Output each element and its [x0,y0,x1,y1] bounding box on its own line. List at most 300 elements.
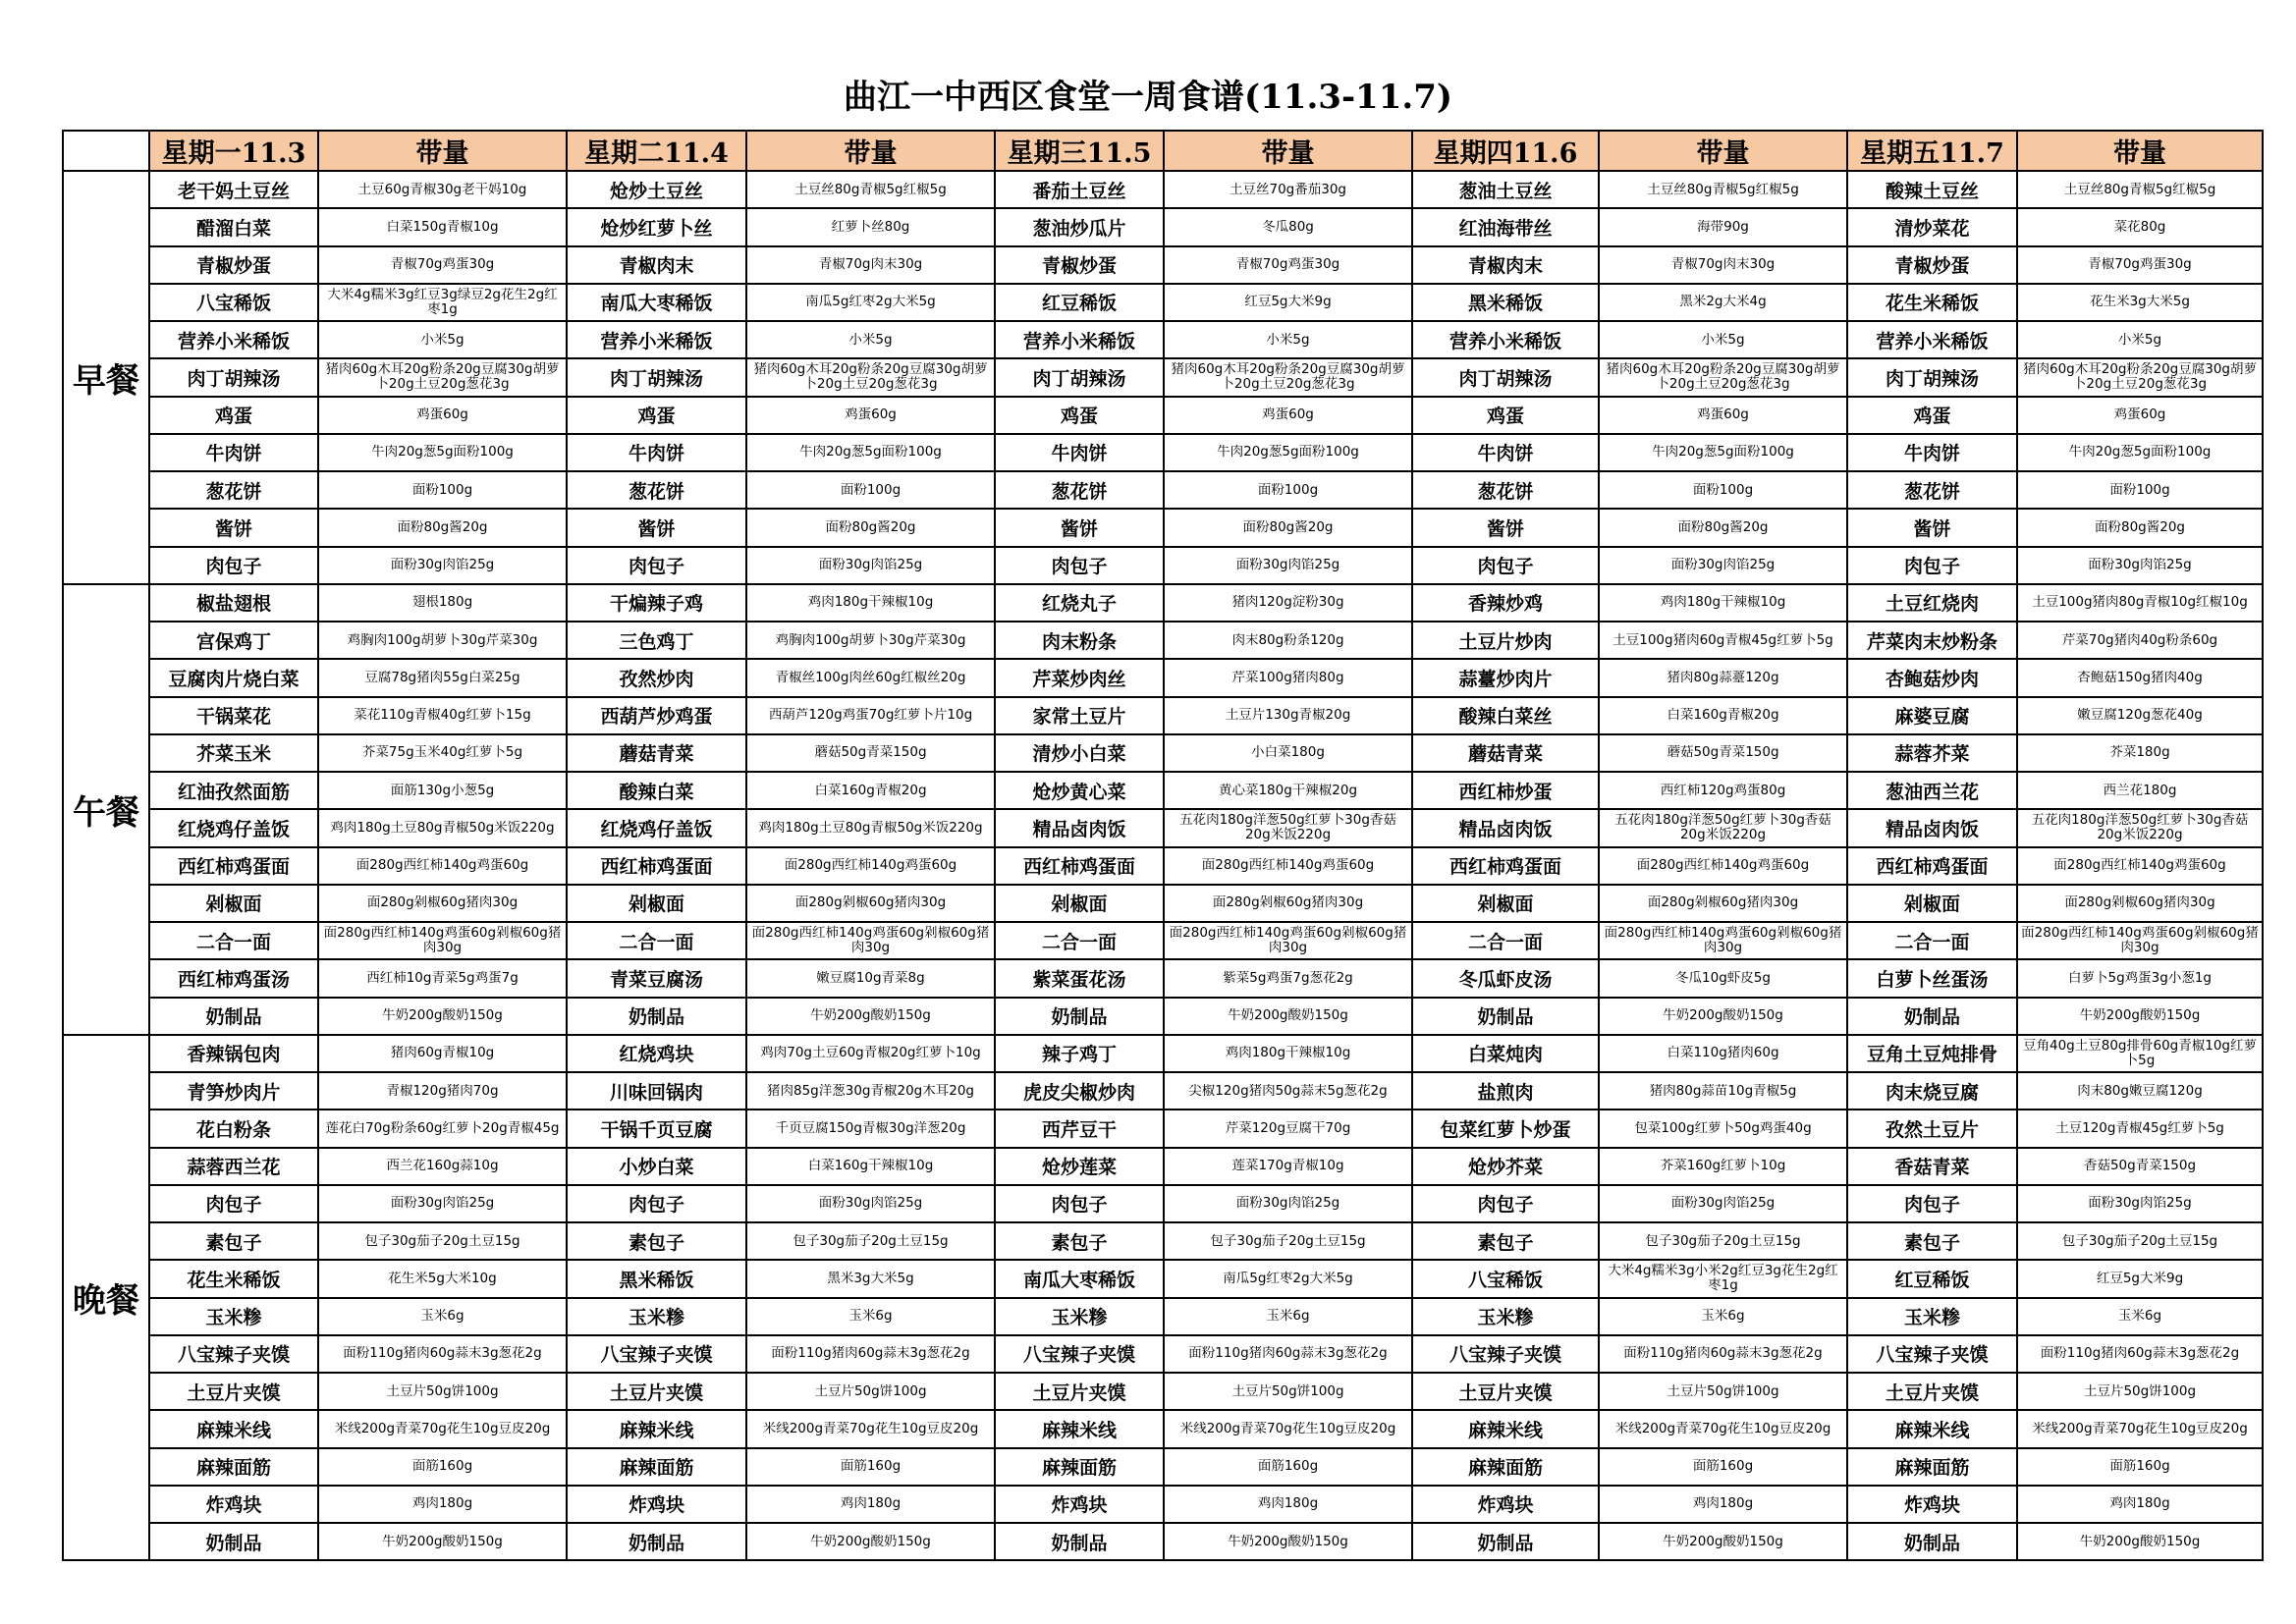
dish-amount [746,208,995,245]
dish-name: 花白粉条 [149,1110,318,1147]
dish-amount [746,1110,995,1147]
dish-amount [1599,1448,1847,1486]
dish-amount-text: 牛奶200g酸奶150g [810,1534,931,1549]
table-row [63,434,2263,471]
dish-name: 红烧鸡仔盖饭 [567,809,746,846]
dish-amount-text: 白萝卜5g鸡蛋3g小葱1g [2068,970,2212,986]
dish-amount [2017,1148,2263,1185]
dish-name: 肉末粉条 [995,622,1164,659]
dish-name: 营养小米稀饭 [149,321,318,358]
dish-name: 奶制品 [1847,1523,2017,1560]
dish-amount-text: 玉米6g [848,1309,893,1325]
dish-name: 红油孜然面筋 [149,772,318,809]
dish-name: 肉丁胡辣汤 [1412,358,1599,396]
dish-amount [2017,809,2263,846]
dish-amount-text: 包子30g茄子20g土豆15g [1210,1233,1366,1249]
dish-name: 蘑菇青菜 [567,734,746,772]
dish-amount-text: 红萝卜丝80g [831,219,910,235]
dish-amount-text: 面280g西红柿140g鸡蛋60g [784,858,957,874]
dish-amount-text: 面粉30g肉馅25g [390,1196,495,1212]
dish-name: 鸡蛋 [1847,397,2017,434]
dish-amount [746,584,995,622]
dish-amount [1164,1373,1412,1410]
dish-amount [1164,772,1412,809]
dish-amount [318,1148,567,1185]
dish-amount-text: 菜花80g [2113,219,2166,235]
dish-amount [318,1523,567,1560]
dish-name: 玉米糁 [995,1298,1164,1335]
dish-amount-text: 鸡肉180g土豆80g青椒50g米饭220g [330,820,555,836]
dish-amount-text: 红豆5g大米9g [2096,1271,2184,1286]
dish-amount [318,1335,567,1373]
dish-name: 豆角土豆炖排骨 [1847,1035,2017,1072]
dish-name: 炸鸡块 [995,1486,1164,1523]
dish-name: 土豆红烧肉 [1847,584,2017,622]
dish-name: 精品卤肉饭 [1412,809,1599,846]
dish-amount-text: 面粉100g [1257,482,1319,498]
dish-name: 川味回锅肉 [567,1072,746,1110]
dish-amount [1164,321,1412,358]
table-row [63,358,2263,396]
page-title: 曲江一中西区食堂一周食谱(11.3-11.7) [844,78,1452,117]
dish-name: 八宝辣子夹馍 [567,1335,746,1373]
dish-amount-text: 西红柿10g青菜5g鸡蛋7g [366,970,519,986]
table-row [63,1035,2263,1072]
dish-amount-text: 牛奶200g酸奶150g [1663,1008,1783,1024]
dish-name: 西红柿鸡蛋面 [995,847,1164,885]
dish-amount-text: 芹菜100g猪肉80g [1231,670,1344,685]
dish-amount-text: 尖椒120g猪肉50g蒜末5g葱花2g [1188,1083,1388,1099]
table-row [63,1448,2263,1486]
meal-label: 午餐 [63,584,149,1035]
dish-amount [1599,547,1847,584]
dish-amount-text: 面280g西红柿140g鸡蛋60g [1201,858,1375,874]
dish-name: 炸鸡块 [149,1486,318,1523]
dish-amount [746,1260,995,1297]
dish-name: 鸡蛋 [149,397,318,434]
dish-amount-text: 白菜160g干辣椒10g [807,1159,934,1174]
dish-amount-text: 翅根180g [411,595,473,611]
dish-amount [1164,584,1412,622]
dish-amount-text: 蘑菇50g青菜150g [814,745,927,761]
dish-amount-text: 面280g西红柿140g鸡蛋60g [1636,858,1810,874]
dish-amount [2017,1448,2263,1486]
dish-amount-text: 红豆5g大米9g [1244,295,1332,310]
dish-name: 素包子 [567,1222,746,1260]
dish-name: 土豆片夹馍 [149,1373,318,1410]
dish-name: 奶制品 [567,998,746,1035]
dish-name: 西红柿鸡蛋汤 [149,959,318,997]
dish-amount-text: 蘑菇50g青菜150g [1667,745,1779,761]
dish-name: 素包子 [1847,1222,2017,1260]
dish-amount [746,1486,995,1523]
dish-amount-text: 花生米3g大米5g [2090,295,2190,310]
dish-amount-text: 面280g西红柿140g鸡蛋60g剁椒60g猪肉30g [1604,926,1842,956]
dish-name: 肉包子 [995,547,1164,584]
dish-amount-text: 土豆片50g饼100g [2083,1383,2197,1399]
dish-amount [2017,847,2263,885]
dish-amount-text: 肉末80g嫩豆腐120g [2077,1083,2203,1099]
dish-name: 肉包子 [149,547,318,584]
dish-name: 香菇青菜 [1847,1148,2017,1185]
dish-amount-text: 米线200g青菜70g花生10g豆皮20g [2032,1421,2248,1436]
dish-amount [1599,434,1847,471]
dish-amount [1164,734,1412,772]
dish-name: 肉丁胡辣汤 [567,358,746,396]
table-row [63,547,2263,584]
dish-amount-text: 面筋160g [2109,1459,2170,1475]
table-row [63,1110,2263,1147]
dish-amount [1164,1072,1412,1110]
dish-amount [318,397,567,434]
dish-amount-text: 牛奶200g酸奶150g [382,1534,503,1549]
table-row [63,1373,2263,1410]
dish-name: 素包子 [149,1222,318,1260]
dish-amount-text: 南瓜5g红枣2g大米5g [1223,1271,1353,1286]
dish-name: 二合一面 [149,922,318,959]
dish-amount [2017,1222,2263,1260]
dish-amount [1164,246,1412,284]
dish-amount [1164,1486,1412,1523]
dish-amount-text: 包子30g茄子20g土豆15g [364,1233,520,1249]
dish-name: 奶制品 [149,998,318,1035]
dish-name: 奶制品 [995,998,1164,1035]
dish-amount-text: 面280g剁椒60g猪肉30g [794,895,947,911]
dish-amount [318,171,567,208]
dish-name: 酱饼 [1412,509,1599,546]
dish-name: 剁椒面 [567,885,746,922]
dish-amount-text: 豆角40g土豆80g排骨60g青椒10g红萝卜5g [2023,1038,2257,1068]
dish-amount [318,922,567,959]
dish-name: 酸辣白菜丝 [1412,697,1599,734]
dish-amount [1599,321,1847,358]
dish-name: 三色鸡丁 [567,622,746,659]
dish-amount [1599,809,1847,846]
dish-name: 肉包子 [1847,1185,2017,1222]
dish-name: 酱饼 [149,509,318,546]
dish-amount [1599,659,1847,696]
dish-amount-text: 玉米6g [1701,1309,1745,1325]
dish-name: 椒盐翅根 [149,584,318,622]
dish-name: 葱花饼 [995,471,1164,509]
dish-name: 红油海带丝 [1412,208,1599,245]
dish-name: 芥菜玉米 [149,734,318,772]
dish-name: 葱油西兰花 [1847,772,2017,809]
dish-amount [746,471,995,509]
header-row [63,131,2263,171]
dish-amount-text: 牛奶200g酸奶150g [382,1008,503,1024]
table-row [63,1148,2263,1185]
table-row [63,321,2263,358]
dish-amount [318,434,567,471]
dish-amount-text: 面280g西红柿140g鸡蛋60g剁椒60g猪肉30g [751,926,990,956]
dish-amount-text: 面筋160g [1257,1459,1319,1475]
dish-amount-text: 猪肉80g蒜苗10g青椒5g [1649,1083,1797,1099]
dish-amount [746,1298,995,1335]
dish-amount-text: 南瓜5g红枣2g大米5g [805,295,936,310]
dish-amount [1599,284,1847,321]
dish-amount-text: 鸡肉180g [840,1496,902,1512]
dish-amount [1599,1148,1847,1185]
dish-name: 营养小米稀饭 [1847,321,2017,358]
dish-amount-text: 芹菜120g豆腐干70g [1225,1120,1351,1136]
dish-amount-text: 芥菜75g玉米40g红萝卜5g [361,745,523,761]
dish-amount-text: 面280g西红柿140g鸡蛋60g [355,858,529,874]
table-row [63,622,2263,659]
dish-amount [1164,1185,1412,1222]
dish-name: 二合一面 [1847,922,2017,959]
dish-amount [746,1373,995,1410]
dish-amount [746,697,995,734]
dish-amount [1164,847,1412,885]
dish-amount-text: 土豆丝80g青椒5g红椒5g [794,182,947,197]
dish-amount-text: 面粉110g猪肉60g蒜末3g葱花2g [771,1346,970,1362]
dish-amount [1164,1298,1412,1335]
dish-name: 麻辣米线 [149,1410,318,1447]
dish-amount-text: 黄心菜180g干辣椒20g [1218,783,1358,798]
dish-amount [746,284,995,321]
dish-amount [1164,1448,1412,1486]
dish-amount [2017,358,2263,396]
dish-name: 八宝辣子夹馍 [1847,1335,2017,1373]
dish-amount [318,321,567,358]
dish-amount-text: 玉米6g [2117,1309,2162,1325]
dish-amount-text: 西红柿120g鸡蛋80g [1660,783,1786,798]
dish-name: 奶制品 [1847,998,2017,1035]
dish-amount [2017,471,2263,509]
dish-amount-text: 面280g剁椒60g猪肉30g [366,895,519,911]
dish-amount-text: 猪肉85g洋葱30g青椒20g木耳20g [767,1083,974,1099]
dish-amount [318,1260,567,1297]
dish-name: 营养小米稀饭 [1412,321,1599,358]
dish-amount-text: 包菜100g红萝卜50g鸡蛋40g [1634,1120,1812,1136]
dish-name: 牛肉饼 [149,434,318,471]
dish-name: 香辣炒鸡 [1412,584,1599,622]
dish-name: 葱油土豆丝 [1412,171,1599,208]
dish-amount-text: 面粉100g [840,482,902,498]
table-row [63,659,2263,696]
dish-amount-text: 芥菜180g [2109,745,2170,761]
dish-amount-text: 土豆片50g饼100g [1231,1383,1344,1399]
dish-amount-text: 青椒120g猪肉70g [386,1083,499,1099]
dish-amount-text: 牛肉20g葱5g面粉100g [371,445,514,460]
dish-amount [2017,1335,2263,1373]
dish-amount-text: 青椒70g鸡蛋30g [390,257,495,273]
dish-amount [1164,171,1412,208]
dish-name: 家常土豆片 [995,697,1164,734]
dish-amount-text: 米线200g青菜70g花生10g豆皮20g [1614,1421,1831,1436]
dish-amount [2017,1072,2263,1110]
menu-table [62,130,2264,1561]
dish-name: 营养小米稀饭 [567,321,746,358]
dish-name: 豆腐肉片烧白菜 [149,659,318,696]
dish-amount [1599,1185,1847,1222]
dish-amount [746,772,995,809]
dish-amount-text: 面筋160g [1692,1459,1754,1475]
dish-name: 酸辣土豆丝 [1847,171,2017,208]
dish-name: 红烧丸子 [995,584,1164,622]
dish-name: 剁椒面 [1847,885,2017,922]
dish-amount-text: 鸡肉180g [411,1496,473,1512]
dish-amount-text: 大米4g糯米3g红豆3g绿豆2g花生2g红枣1g [327,287,558,317]
dish-amount-text: 土豆片50g饼100g [814,1383,927,1399]
dish-amount [2017,1185,2263,1222]
dish-name: 番茄土豆丝 [995,171,1164,208]
dish-name: 西红柿鸡蛋面 [149,847,318,885]
dish-amount [318,284,567,321]
header-amount: 带量 [1599,131,1847,171]
table-row [63,697,2263,734]
dish-name: 营养小米稀饭 [995,321,1164,358]
dish-amount [2017,1410,2263,1447]
dish-name: 清炒菜花 [1847,208,2017,245]
dish-name: 小炒白菜 [567,1148,746,1185]
dish-name: 炸鸡块 [1847,1486,2017,1523]
dish-amount-text: 面粉80g酱20g [2095,519,2185,535]
dish-amount [318,1035,567,1072]
dish-amount-text: 牛肉20g葱5g面粉100g [1217,445,1359,460]
dish-amount [746,1410,995,1447]
dish-amount [318,1185,567,1222]
dish-name: 麻辣米线 [1412,1410,1599,1447]
dish-amount-text: 嫩豆腐10g青菜8g [816,970,925,986]
dish-amount-text: 猪肉60g木耳20g粉条20g豆腐30g胡萝卜20g土豆20g葱花3g [1606,362,1840,393]
dish-amount-text: 鸡蛋60g [1262,407,1314,423]
dish-amount [746,734,995,772]
dish-amount-text: 牛奶200g酸奶150g [1663,1534,1783,1549]
dish-amount-text: 白菜160g青椒20g [1667,708,1779,724]
table-row [63,1523,2263,1560]
dish-name: 八宝辣子夹馍 [149,1335,318,1373]
dish-amount-text: 猪肉80g蒜薹120g [1667,670,1779,685]
dish-amount-text: 小米5g [420,332,465,348]
dish-amount [1599,959,1847,997]
dish-name: 青椒炒蛋 [149,246,318,284]
dish-name: 香辣锅包肉 [149,1035,318,1072]
meal-label: 晚餐 [63,1035,149,1561]
table-row [63,1486,2263,1523]
dish-amount [1164,358,1412,396]
dish-name: 肉丁胡辣汤 [149,358,318,396]
header-day: 星期四11.6 [1412,131,1599,171]
dish-name: 肉包子 [567,1185,746,1222]
dish-amount-text: 鸡肉180g [1692,1496,1754,1512]
dish-amount-text: 面粉80g酱20g [1242,519,1334,535]
dish-amount-text: 面粉80g酱20g [397,519,488,535]
dish-amount-text: 面粉80g酱20g [825,519,916,535]
dish-amount-text: 白菜150g青椒10g [386,219,499,235]
dish-amount-text: 豆腐78g猪肉55g白菜25g [364,670,520,685]
dish-amount-text: 面粉30g肉馅25g [818,1196,923,1212]
dish-amount-text: 鸡肉180g干辣椒10g [1660,595,1786,611]
header-day: 星期二11.4 [567,131,746,171]
dish-name: 肉丁胡辣汤 [1847,358,2017,396]
dish-amount-text: 白菜110g猪肉60g [1667,1046,1779,1061]
table-row [63,959,2263,997]
meal-label: 早餐 [63,171,149,584]
dish-amount [2017,659,2263,696]
dish-amount-text: 冬瓜10g虾皮5g [1675,970,1771,986]
dish-name: 牛肉饼 [1847,434,2017,471]
dish-name: 辣子鸡丁 [995,1035,1164,1072]
dish-name: 葱花饼 [1847,471,2017,509]
header-day: 星期一11.3 [149,131,318,171]
dish-amount [746,809,995,846]
dish-amount [746,171,995,208]
dish-name: 鸡蛋 [1412,397,1599,434]
dish-amount [746,509,995,546]
dish-amount [1599,1222,1847,1260]
dish-name: 南瓜大枣稀饭 [995,1260,1164,1297]
dish-amount-text: 面粉100g [411,482,473,498]
dish-amount [746,959,995,997]
dish-amount-text: 芹菜70g猪肉40g粉条60g [2061,632,2218,648]
dish-name: 葱花饼 [149,471,318,509]
dish-amount [1599,1410,1847,1447]
dish-name: 奶制品 [1412,1523,1599,1560]
dish-name: 炝炒芥菜 [1412,1148,1599,1185]
dish-name: 麻辣面筋 [1412,1448,1599,1486]
dish-amount [1599,1486,1847,1523]
dish-amount [746,998,995,1035]
dish-name: 肉包子 [149,1185,318,1222]
dish-amount [2017,284,2263,321]
dish-amount [318,772,567,809]
dish-name: 麻辣面筋 [1847,1448,2017,1486]
header-day: 星期五11.7 [1847,131,2017,171]
dish-amount [1164,1110,1412,1147]
table-row [63,1335,2263,1373]
dish-amount-text: 面粉30g肉馅25g [1235,1196,1340,1212]
dish-amount-text: 包子30g茄子20g土豆15g [793,1233,949,1249]
dish-name: 炸鸡块 [567,1486,746,1523]
dish-amount-text: 莲菜170g青椒10g [1231,1159,1344,1174]
dish-name: 剁椒面 [149,885,318,922]
dish-name: 素包子 [1412,1222,1599,1260]
header-corner [63,131,149,171]
dish-amount [318,1110,567,1147]
dish-amount-text: 玉米6g [1266,1309,1310,1325]
dish-amount-text: 花生米5g大米10g [388,1271,497,1286]
table-row [63,584,2263,622]
dish-amount [746,397,995,434]
dish-name: 清炒小白菜 [995,734,1164,772]
dish-amount [318,358,567,396]
dish-amount [1599,1072,1847,1110]
dish-amount [746,358,995,396]
dish-amount [2017,959,2263,997]
header-amount: 带量 [318,131,567,171]
dish-amount [1599,358,1847,396]
dish-amount [1599,246,1847,284]
dish-name: 青笋炒肉片 [149,1072,318,1110]
dish-name: 玉米糁 [1412,1298,1599,1335]
dish-amount [1599,1335,1847,1373]
dish-name: 炝炒土豆丝 [567,171,746,208]
dish-amount [746,847,995,885]
dish-name: 八宝辣子夹馍 [1412,1335,1599,1373]
dish-amount [318,208,567,245]
dish-name: 孜然土豆片 [1847,1110,2017,1147]
dish-amount-text: 土豆片50g饼100g [1667,1383,1779,1399]
dish-amount [1164,885,1412,922]
dish-name: 土豆片夹馍 [567,1373,746,1410]
dish-name: 包菜红萝卜炒蛋 [1412,1110,1599,1147]
dish-amount-text: 菜花110g青椒40g红萝卜15g [354,708,531,724]
dish-name: 肉丁胡辣汤 [995,358,1164,396]
dish-amount [318,1410,567,1447]
dish-amount-text: 猪肉60g木耳20g粉条20g豆腐30g胡萝卜20g土豆20g葱花3g [1171,362,1405,393]
